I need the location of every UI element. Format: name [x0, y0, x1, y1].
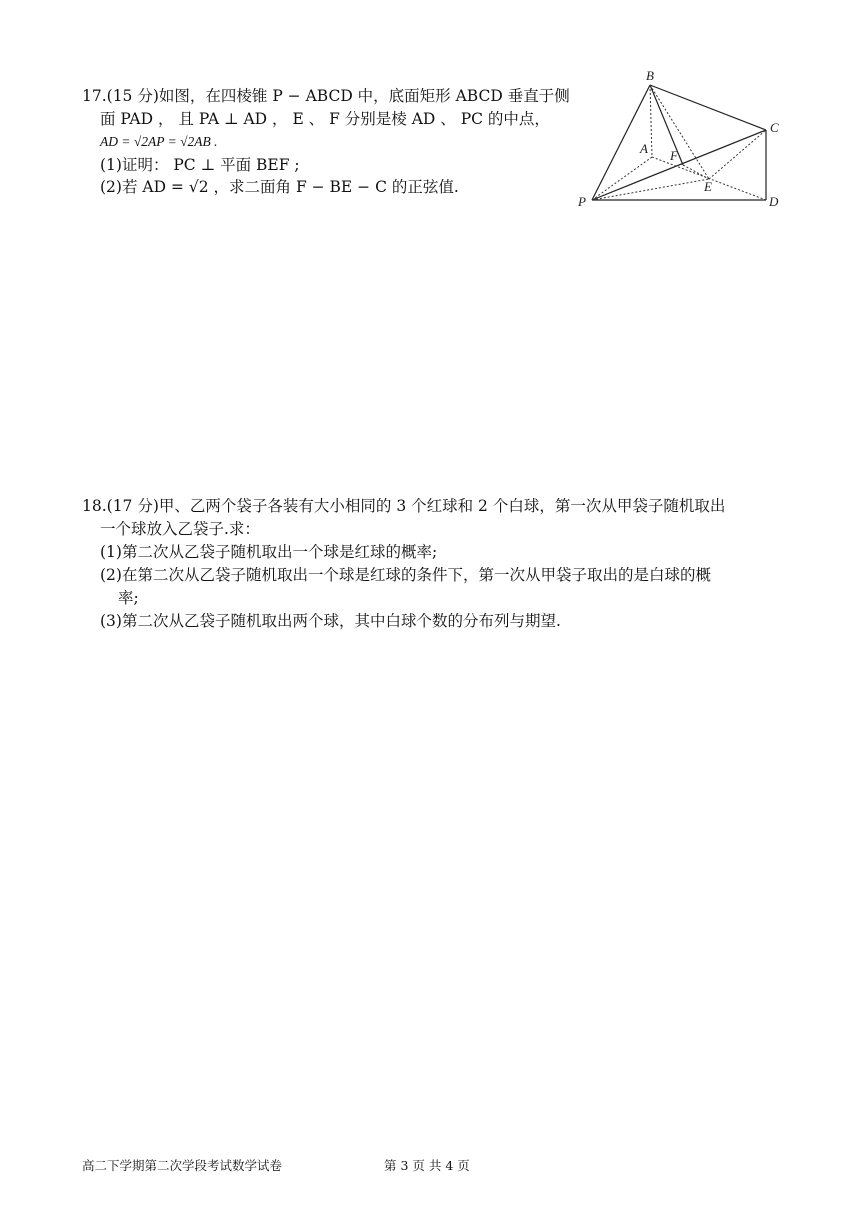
- q18-part-3: (3)第二次从乙袋子随机取出两个球，其中白球个数的分布列与期望.: [100, 612, 561, 630]
- q17-line-3: AD = √2AP = √2AB .: [100, 134, 218, 149]
- q18-part-2-cont: 率;: [118, 589, 139, 607]
- q17-part-1: (1)证明： PC ⊥ 平面 BEF ;: [100, 156, 300, 174]
- q17-part-2: (2)若 AD = √2 ，求二面角 F − BE − C 的正弦值.: [100, 178, 459, 196]
- q18-line-1: 18.(17 分)甲、乙两个袋子各装有大小相同的 3 个红球和 2 个白球，第一次从甲袋子随机取出: [82, 497, 726, 515]
- label-b: B: [646, 68, 654, 83]
- label-d: D: [769, 194, 779, 209]
- label-e: E: [704, 179, 712, 194]
- label-f: F: [670, 148, 678, 163]
- label-c: C: [770, 120, 779, 135]
- footer-exam-title: 高二下学期第二次学段考试数学试卷: [82, 1158, 283, 1173]
- q18-part-1: (1)第二次从乙袋子随机取出一个球是红球的概率;: [100, 543, 438, 561]
- label-a: A: [640, 141, 648, 156]
- label-p: P: [578, 194, 586, 209]
- q17-line-1: 17.(15 分)如图，在四棱锥 P − ABCD 中，底面矩形 ABCD 垂直于侧: [82, 87, 570, 105]
- q18-part-2: (2)在第二次从乙袋子随机取出一个球是红球的条件下，第一次从甲袋子取出的是白球的概: [100, 566, 711, 584]
- q17-line-2: 面 PAD ， 且 PA ⊥ AD ， E 、 F 分别是棱 AD 、 PC 的中点，: [100, 110, 550, 128]
- q18-line-2: 一个球放入乙袋子.求：: [100, 520, 260, 538]
- footer-page-info: 第 3 页 共 4 页: [384, 1158, 470, 1173]
- pyramid-figure: [570, 66, 790, 216]
